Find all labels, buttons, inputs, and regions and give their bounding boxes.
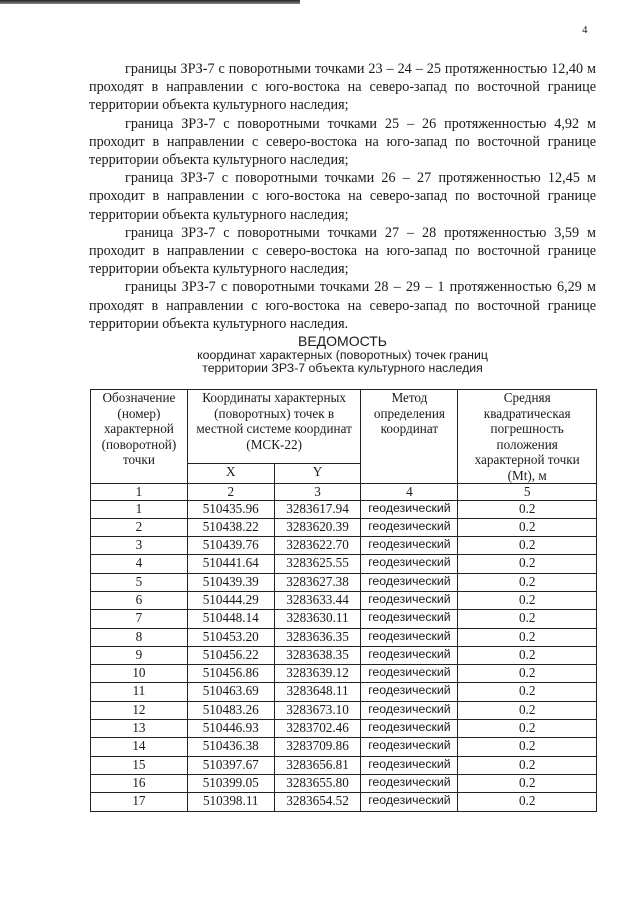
table-row [91,720,597,738]
error-cell: 0.2 [458,756,597,774]
y-coordinate-cell: 3283617.94 [274,500,361,518]
method-cell: геодезический [361,683,458,701]
x-coordinate-cell: 510398.11 [187,793,274,811]
method-cell: геодезический [361,555,458,573]
column-index: 2 [187,484,274,501]
method-cell: геодезический [361,720,458,738]
column-index: 4 [361,484,458,501]
table-row [91,518,597,536]
error-cell: 0.2 [458,738,597,756]
column-index: 1 [91,484,188,501]
header-x: X [187,464,274,484]
y-coordinate-cell: 3283638.35 [274,646,361,664]
error-cell: 0.2 [458,701,597,719]
scan-edge-mark [0,0,300,4]
point-number-cell: 5 [91,573,188,591]
y-coordinate-cell: 3283627.38 [274,573,361,591]
method-cell: геодезический [361,591,458,609]
y-coordinate-cell: 3283655.80 [274,774,361,792]
error-cell: 0.2 [458,646,597,664]
y-coordinate-cell: 3283702.46 [274,720,361,738]
header-y: Y [274,464,361,484]
method-cell: геодезический [361,500,458,518]
coordinates-table [90,389,597,812]
y-coordinate-cell: 3283630.11 [274,610,361,628]
x-coordinate-cell: 510439.39 [187,573,274,591]
error-cell: 0.2 [458,610,597,628]
table-row [91,774,597,792]
point-number-cell: 14 [91,738,188,756]
paragraph: граница ЗРЗ-7 с поворотными точками 26 – 27 протяженностью 12,45 м проходит в направлении с юго-востока на северо-запад по восточной границе территории объекта культурного наследия; [89,170,596,223]
x-coordinate-cell: 510439.76 [187,537,274,555]
point-number-cell: 9 [91,646,188,664]
point-number-cell: 11 [91,683,188,701]
table-row [91,646,597,664]
point-number-cell: 8 [91,628,188,646]
error-cell: 0.2 [458,793,597,811]
header-designation: Обозначение (номер) характерной (поворотной) точки [91,390,188,484]
x-coordinate-cell: 510399.05 [187,774,274,792]
table-row [91,793,597,811]
method-cell: геодезический [361,793,458,811]
x-coordinate-cell: 510456.22 [187,646,274,664]
y-coordinate-cell: 3283625.55 [274,555,361,573]
error-cell: 0.2 [458,537,597,555]
error-cell: 0.2 [458,518,597,536]
error-cell: 0.2 [458,555,597,573]
x-coordinate-cell: 510446.93 [187,720,274,738]
error-cell: 0.2 [458,628,597,646]
y-coordinate-cell: 3283709.86 [274,738,361,756]
y-coordinate-cell: 3283648.11 [274,683,361,701]
paragraph: границы ЗРЗ-7 с поворотными точками 28 – 29 – 1 протяженностью 6,29 м проходят в направлении с юго-востока на северо-запад по восточной границе территории объекта культурного наследия. [89,279,596,332]
table-heading [89,334,596,375]
method-cell: геодезический [361,756,458,774]
error-cell: 0.2 [458,591,597,609]
x-coordinate-cell: 510453.20 [187,628,274,646]
method-cell: геодезический [361,628,458,646]
x-coordinate-cell: 510448.14 [187,610,274,628]
point-number-cell: 2 [91,518,188,536]
table-row [91,701,597,719]
table-row [91,591,597,609]
point-number-cell: 6 [91,591,188,609]
y-coordinate-cell: 3283673.10 [274,701,361,719]
table-row [91,665,597,683]
point-number-cell: 10 [91,665,188,683]
table-row [91,756,597,774]
method-cell: геодезический [361,665,458,683]
error-cell: 0.2 [458,683,597,701]
y-coordinate-cell: 3283633.44 [274,591,361,609]
column-index: 3 [274,484,361,501]
header-error: Средняя квадратическая погрешность положения характерной точки (Mt), м [458,390,597,484]
x-coordinate-cell: 510397.67 [187,756,274,774]
x-coordinate-cell: 510438.22 [187,518,274,536]
x-coordinate-cell: 510444.29 [187,591,274,609]
point-number-cell: 12 [91,701,188,719]
point-number-cell: 16 [91,774,188,792]
error-cell: 0.2 [458,665,597,683]
point-number-cell: 3 [91,537,188,555]
table-row [91,537,597,555]
point-number-cell: 1 [91,500,188,518]
y-coordinate-cell: 3283656.81 [274,756,361,774]
page-number: 4 [582,24,588,36]
x-coordinate-cell: 510463.69 [187,683,274,701]
x-coordinate-cell: 510441.64 [187,555,274,573]
table-row [91,738,597,756]
point-number-cell: 4 [91,555,188,573]
heading-line-1: координат характерных (поворотных) точек границ [197,348,488,362]
method-cell: геодезический [361,610,458,628]
point-number-cell: 17 [91,793,188,811]
y-coordinate-cell: 3283622.70 [274,537,361,555]
table-row [91,610,597,628]
error-cell: 0.2 [458,573,597,591]
table-row [91,628,597,646]
method-cell: геодезический [361,537,458,555]
y-coordinate-cell: 3283636.35 [274,628,361,646]
body-text [89,60,596,333]
paragraph: границы ЗРЗ-7 с поворотными точками 23 – 24 – 25 протяженностью 12,40 м проходят в направлении с юго-востока на северо-запад по восточной границе территории объекта культурного наследия; [89,61,596,114]
paragraph: граница ЗРЗ-7 с поворотными точками 27 – 28 протяженностью 3,59 м проходит в направлении с северо-востока на юго-запад по восточной границе территории объекта культурного наследия; [89,224,596,278]
table-row [91,683,597,701]
table-row [91,573,597,591]
method-cell: геодезический [361,738,458,756]
y-coordinate-cell: 3283654.52 [274,793,361,811]
point-number-cell: 7 [91,610,188,628]
heading-line-2: территории ЗРЗ-7 объекта культурного наследия [202,361,483,375]
x-coordinate-cell: 510436.38 [187,738,274,756]
table-row [91,555,597,573]
method-cell: геодезический [361,573,458,591]
error-cell: 0.2 [458,774,597,792]
point-number-cell: 13 [91,720,188,738]
column-index: 5 [458,484,597,501]
y-coordinate-cell: 3283639.12 [274,665,361,683]
x-coordinate-cell: 510483.26 [187,701,274,719]
method-cell: геодезический [361,774,458,792]
y-coordinate-cell: 3283620.39 [274,518,361,536]
paragraph: граница ЗРЗ-7 с поворотными точками 25 – 26 протяженностью 4,92 м проходит в направлении с северо-востока на юго-запад по восточной границе территории объекта культурного наследия; [89,115,596,169]
point-number-cell: 15 [91,756,188,774]
heading-title: ВЕДОМОСТЬ [298,333,387,349]
x-coordinate-cell: 510456.86 [187,665,274,683]
x-coordinate-cell: 510435.96 [187,500,274,518]
table-row [91,500,597,518]
method-cell: геодезический [361,646,458,664]
header-coordinates: Координаты характерных (поворотных) точек в местной системе координат (МСК-22) [187,390,361,464]
error-cell: 0.2 [458,720,597,738]
method-cell: геодезический [361,701,458,719]
error-cell: 0.2 [458,500,597,518]
method-cell: геодезический [361,518,458,536]
header-method: Метод определения координат [361,390,458,484]
